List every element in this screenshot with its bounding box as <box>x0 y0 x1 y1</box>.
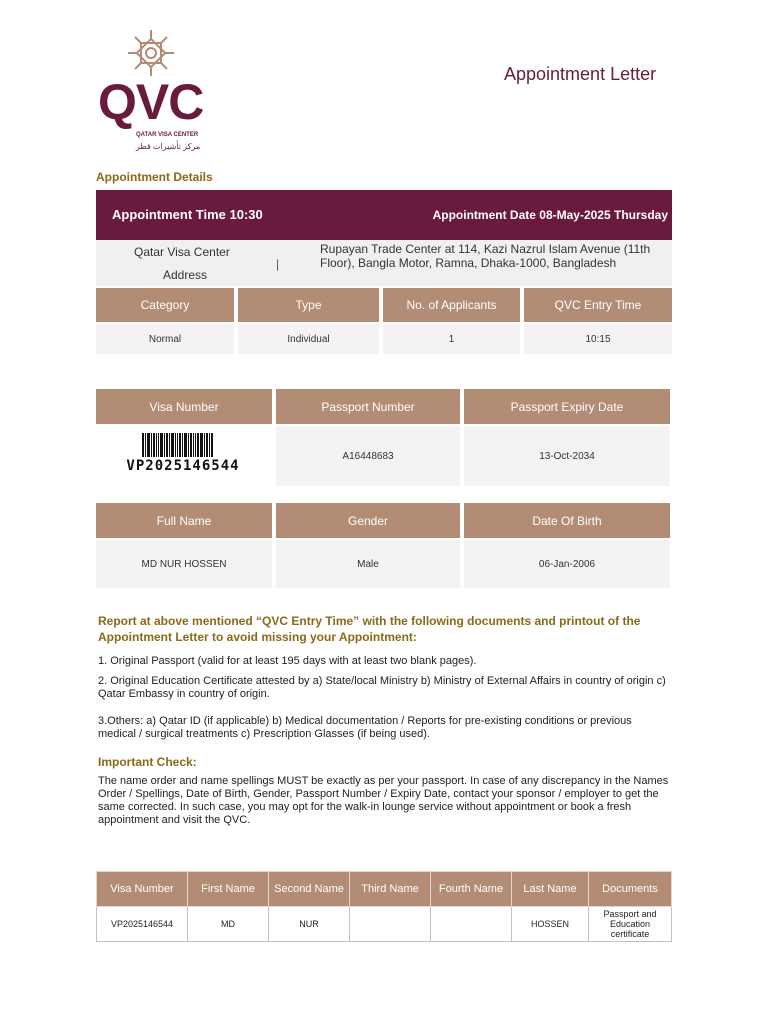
names-header-first-name: First Name <box>188 872 269 907</box>
header-category: Category <box>96 288 234 322</box>
names-second-name: NUR <box>269 907 350 942</box>
address-value: Rupayan Trade Center at 114, Kazi Nazrul Islam Avenue (11th Floor), Bangla Motor, Ramna, Dhaka-1000, Bangladesh <box>320 242 651 270</box>
table-row <box>97 907 672 942</box>
entry-time-value: 10:15 <box>524 324 672 354</box>
header-date-of-birth: Date Of Birth <box>464 503 670 538</box>
document-item-2: 2. Original Education Certificate attested by a) State/local Ministry b) Ministry of External Affairs in country of origin c) Qatar Embassy in country of origin. <box>98 675 666 700</box>
names-documents: Passport and Education certificate <box>589 907 672 942</box>
brand-name: QVC <box>98 74 204 130</box>
appointment-time: Appointment Time 10:30 <box>112 207 263 222</box>
names-fourth-name <box>431 907 512 942</box>
applicants-value: 1 <box>383 324 520 354</box>
address-label-line2: Address <box>163 268 208 282</box>
names-header-documents: Documents <box>589 872 672 907</box>
header-gender: Gender <box>276 503 460 538</box>
names-header-visa-number: Visa Number <box>97 872 188 907</box>
appointment-details-title: Appointment Details <box>96 170 213 184</box>
names-last-name: HOSSEN <box>512 907 589 942</box>
report-instruction: Report at above mentioned “QVC Entry Time” with the following documents and printout of the Appointment Letter to avoid missing your Appointment: <box>98 614 641 644</box>
category-value: Normal <box>96 324 234 354</box>
names-header-third-name: Third Name <box>350 872 431 907</box>
brand-subtitle-ar: مركز تأشيرات قطر <box>136 142 201 151</box>
document-item-1: 1. Original Passport (valid for at least 195 days with at least two blank pages). <box>98 655 477 667</box>
header-qvc-entry-time: QVC Entry Time <box>524 288 672 322</box>
header-type: Type <box>238 288 379 322</box>
brand-subtitle-en: QATAR VISA CENTER <box>136 132 199 138</box>
address-row <box>96 240 672 286</box>
visa-number-value: VP2025146544 <box>126 458 240 474</box>
header-visa-number: Visa Number <box>96 389 272 424</box>
names-visa-number: VP2025146544 <box>97 907 188 942</box>
names-table-header-row <box>97 872 672 907</box>
header-passport-expiry: Passport Expiry Date <box>464 389 670 424</box>
gender-value: Male <box>276 540 460 588</box>
names-table <box>96 871 672 942</box>
barcode-icon <box>142 433 228 457</box>
qvc-logo <box>96 28 226 151</box>
important-check-title: Important Check: <box>98 755 197 769</box>
header-no-of-applicants: No. of Applicants <box>383 288 520 322</box>
star-emblem-icon <box>126 28 176 78</box>
date-of-birth-value: 06-Jan-2006 <box>464 540 670 588</box>
important-check-text: The name order and name spellings MUST be exactly as per your passport. In case of any discrepancy in the Names Order / Spellings, Date of Birth, Gender, Passport Number / Expiry Date, contact your sponsor / employer to get the same corrected. In such case, you may opt for the walk-in lounge service without appointment or book a fresh appointment and visit the QVC. <box>98 775 669 826</box>
type-value: Individual <box>238 324 379 354</box>
names-first-name: MD <box>188 907 269 942</box>
address-separator: | <box>276 257 280 271</box>
names-header-fourth-name: Fourth Name <box>431 872 512 907</box>
document-item-3: 3.Others: a) Qatar ID (if applicable) b) Medical documentation / Reports for pre-existing conditions or previous medical / surgical treatments c) Prescription Glasses (if being used). <box>98 715 632 740</box>
passport-expiry-value: 13-Oct-2034 <box>464 426 670 486</box>
appointment-banner <box>96 190 672 240</box>
names-third-name <box>350 907 431 942</box>
names-header-last-name: Last Name <box>512 872 589 907</box>
passport-number-value: A16448683 <box>276 426 460 486</box>
header-full-name: Full Name <box>96 503 272 538</box>
document-title: Appointment Letter <box>504 64 657 84</box>
names-header-second-name: Second Name <box>269 872 350 907</box>
full-name-value: MD NUR HOSSEN <box>96 540 272 588</box>
header-passport-number: Passport Number <box>276 389 460 424</box>
address-label-line1: Qatar Visa Center <box>134 245 230 259</box>
appointment-date: Appointment Date 08-May-2025 Thursday <box>432 208 668 222</box>
